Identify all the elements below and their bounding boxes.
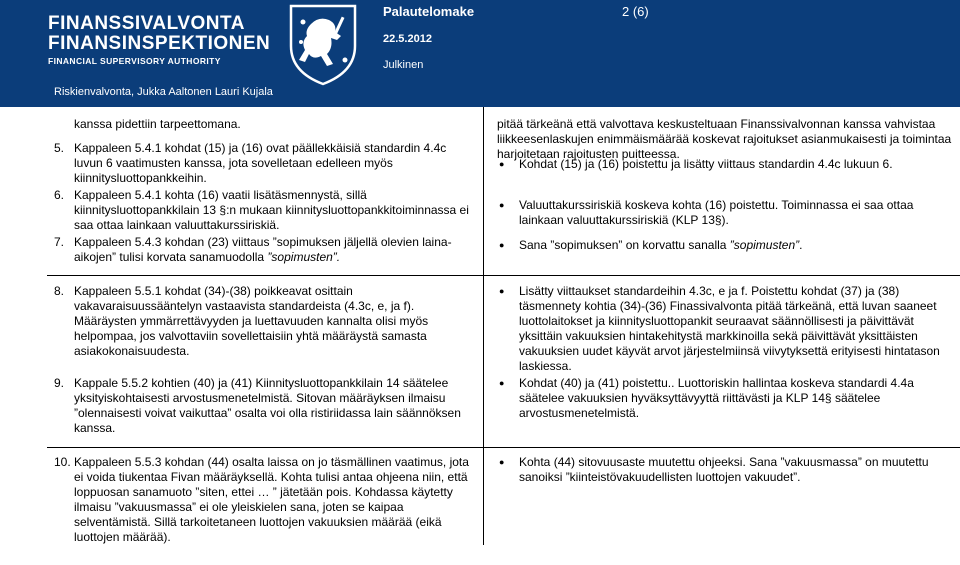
comment-text: Kappaleen 5.4.1 kohdat (15) ja (16) ovat päällekkäisiä standardin 4.4c luvun 6 vaatimusten kanssa, jota sovelletaan edelleen myös kiinnitysluottopankkeihin. (74, 141, 447, 185)
list-item (54, 235, 475, 275)
table-row (47, 276, 960, 381)
item-number: 10. (54, 455, 71, 469)
response-cell (484, 276, 960, 381)
table-row (47, 165, 960, 276)
item-number: 6. (54, 188, 65, 202)
list-item (54, 376, 475, 436)
bullet-icon: ● (499, 240, 505, 250)
logo-line-swedish: FINANSINSPEKTIONEN (48, 33, 271, 54)
response-text: Kohta (44) sitovuusaste muutettu ohjeeksi. Sana ”vakuusmassa” on muutettu sanoiksi ”kiinteistövakuudellisten luottojen vakuudet”. (519, 455, 929, 484)
logo-line-english: FINANCIAL SUPERVISORY AUTHORITY (48, 56, 221, 66)
bullet-icon: ● (499, 159, 505, 169)
classification-label: Julkinen (383, 59, 424, 71)
list-item (497, 455, 954, 485)
response-text: Kohdat (40) ja (41) poistettu.. Luottoriskin hallintaa koskeva standardi 4.4a säätelee vakuuksien hyväksyttävyyttä riittävästi ja KLP 14§ säätelee arvostusmenetelmistä. (519, 376, 914, 420)
list-item (497, 157, 954, 172)
response-cell (484, 376, 960, 448)
document-date: 22.5.2012 (383, 33, 432, 45)
comment-text: kanssa pidettiin tarpeettomana. (74, 117, 241, 131)
bullet-icon: ● (499, 200, 505, 210)
comment-cell (47, 141, 484, 276)
list-item (497, 284, 954, 374)
response-text: pitää tärkeänä että valvottava keskusteltuaan Finanssivalvonnan kanssa vahvistaa liikkeesenlaskujen enimmäismäärää koskevat rajoitukset asianmukaisesti ja toimintaa harjoitetaan rajoitusten puitteessa. (497, 117, 952, 161)
document-header (0, 0, 960, 107)
item-number: 8. (54, 284, 65, 298)
response-text: Sana ”sopimuksen” on korvattu sanalla ”sopimusten”. (519, 238, 803, 252)
comment-text: Kappaleen 5.4.1 kohta (16) vaatii lisätäsmennystä, sillä kiinnitysluottopankkilain 13 §:n mukaan kiinnitysluottopankkitoiminnassa ei saa ottaa lainkaan valuuttakurssiriskiä. (74, 188, 469, 232)
response-text: Lisätty viittaukset standardeihin 4.3c, e ja f. Poistettu kohdat (37) ja (38) täsmennety kohtia (34)-(36) Finassivalvonta pitää tärkeänä, että luvan saaneet luottolaitokset ja kiinnitysluottopankit seuraavat säännöllisesti ja päivittävät yksittäin vakuuksien hintakehitystä markkinoilla sekä päivittävät yksittäisten vakuuksien uudet käyvät arvot järjestelmiinsä viivytyksettä erityisesti hintatason laskiessa. (519, 284, 940, 373)
item-number: 7. (54, 235, 65, 249)
list-item (54, 141, 475, 186)
author-line: Riskienvalvonta, Jukka Aaltonen Lauri Kujala (54, 86, 273, 98)
item-number: 5. (54, 141, 65, 155)
table-row (47, 448, 960, 546)
list-item (497, 376, 954, 421)
page-number: 2 (6) (622, 4, 649, 19)
list-item (497, 198, 954, 228)
logo-line-finnish: FINANSSIVALVONTA (48, 13, 245, 34)
lion-crest-icon (281, 2, 365, 86)
item-number: 9. (54, 376, 65, 390)
feedback-table (47, 107, 960, 545)
response-cell (484, 157, 960, 276)
response-cell (484, 448, 960, 546)
bullet-icon: ● (499, 286, 505, 296)
bullet-icon: ● (499, 378, 505, 388)
response-text: Valuuttakurssiriskiä koskeva kohta (16) poistettu. Toiminnassa ei saa ottaa lainkaan valuuttakurssiriskiä (KLP 13§). (519, 198, 914, 227)
comment-text: Kappaleen 5.4.3 kohdan (23) viittaus ”sopimuksen jäljellä olevien laina-aikojen” tulisi korvata sanamuodolla ”sopimusten”. (74, 235, 452, 264)
document-title: Palautelomake (383, 4, 475, 19)
fiva-logo (48, 14, 270, 66)
table-row (47, 380, 960, 448)
comment-text: Kappaleen 5.5.3 kohdan (44) osalta laissa on jo täsmällinen vaatimus, jota ei voida tiukentaa Fivan määräyksellä. Kohta tulisi antaa ohjeena niin, että loppuosan sanamuoto ”siten, ettei … ” jätetään pois. Kohdassa käytetty ilmaisu ”vakuusmassa” ei ole yleiskielen sana, joten se kaipaa selventämistä. Sillä tarkoitetaneen luottojen vakuuksien määrää (eikä luottojen määrää). (74, 455, 469, 544)
comment-cell (47, 448, 484, 546)
list-item (54, 284, 475, 359)
bullet-icon: ● (499, 457, 505, 467)
list-item (54, 455, 475, 545)
comment-text: Kappaleen 5.5.1 kohdat (34)-(38) poikkeavat osittain vakavaraisuussääntelyn vastaavista standardeista (4.3c, e, ja f). Määräysten ymmärrettävyyden ja luettavuuden kannalta olisi myös helpompaa, jos valvottaviin sovellettaisiin yhtä määräystä samasta asiakokonaisuudesta. (74, 284, 429, 358)
comment-cell (47, 376, 484, 448)
list-item (497, 238, 954, 253)
list-item (54, 188, 475, 233)
comment-text: Kappale 5.5.2 kohtien (40) ja (41) Kiinnitysluottopankkilain 14 säätelee yksityiskohtaisesti arvostusmenetelmistä. Sitovan määräyksen ilmaisu ”olennaisesti voivat vaikuttaa” osalta voi olla ristiriidassa lain säännöksen kanssa. (74, 376, 461, 435)
response-text: Kohdat (15) ja (16) poistettu ja lisätty viittaus standardin 4.4c lukuun 6. (519, 157, 893, 171)
comment-cell (47, 276, 484, 381)
